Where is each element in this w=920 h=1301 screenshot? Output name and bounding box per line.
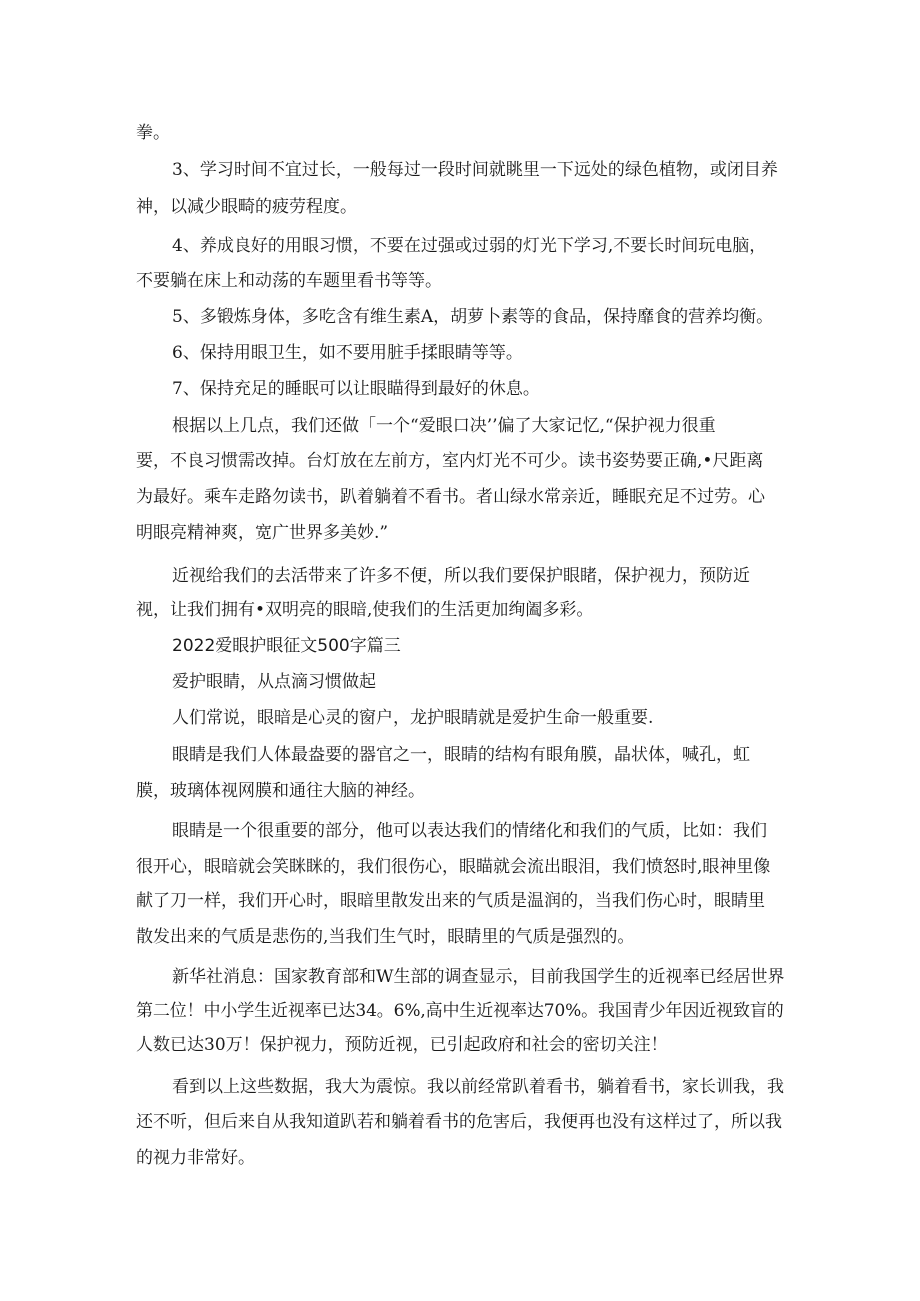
- text-line: 眼睛是一个很重要的部分，他可以表达我们的情绪化和我们的气质，比如：我们: [172, 821, 767, 841]
- text-line: 献了刀一样，我们开心时，眼暗里散发出来的气质是温润的，当我们伤心时，眼睛里: [136, 891, 765, 911]
- text-line: 拳。: [136, 123, 170, 143]
- text-line: 第二位！中小学生近视率已达34。6%,高中生近视率达70%。我国青少年因近视致盲的: [136, 1001, 784, 1021]
- text-line: 人数已达30万！保护视力，预防近视，已引起政府和社会的密切关注！: [136, 1035, 668, 1055]
- text-line: 散发出来的气质是悲伤的,当我们生气时，眼睛里的气质是强烈的。: [136, 927, 635, 947]
- text-line: 根据以上几点，我们还做「一个“爱眼口决’’偏了大家记忆,“保护视力很重: [172, 416, 716, 436]
- text-line: 神，以减少眼畸的疲劳程度。: [136, 197, 357, 217]
- section-heading: 2022爱眼护眼征文500字篇三: [172, 636, 401, 656]
- text-line: 5、多锻炼身体，多吃含有维生素A，胡萝卜素等的食品，保持靡食的营养均衡。: [172, 307, 774, 327]
- text-line: 6、保持用眼卫生，如不要用脏手揉眼睛等等。: [172, 343, 523, 363]
- text-line: 人们常说，眼暗是心灵的窗户，龙护眼睛就是爱护生命一般重要.: [172, 708, 654, 728]
- text-line: 看到以上这些数据，我大为震惊。我以前经常趴着看书，躺着看书，家长训我，我: [172, 1077, 784, 1097]
- text-line: 明眼亮精神爽，宽广世界多美妙.”: [136, 523, 389, 543]
- text-line: 很开心，眼暗就会笑眯眯的，我们很伤心，眼瞄就会流出眼泪，我们愤怒时,眼神里像: [136, 857, 771, 877]
- text-line: 膜，玻璃体视网膜和通往大脑的神经。: [136, 781, 425, 801]
- text-line: 新华社消息：国家教育部和W生部的调查显示，目前我国学生的近视率已经居世界: [172, 967, 785, 987]
- text-line: 眼睛是我们人体最盎要的器官之一，眼睛的结构有眼角膜，晶状体，喊孔，虹: [172, 745, 750, 765]
- text-line: 视，让我们拥有•双明亮的眼暗,使我们的生活更加绚阖多彩。: [136, 600, 594, 620]
- article-title: 爱护眼睛，从点滴习惯做起: [172, 672, 376, 692]
- text-line: 的视力非常好。: [136, 1148, 255, 1168]
- text-line: 为最好。乘车走路勿读书，趴着躺着不看书。者山绿水常亲近，睡眠充足不过劳。心: [136, 487, 765, 507]
- text-line: 近视给我们的去活带来了许多不便，所以我们要保护眼睹，保护视力，预防近: [172, 566, 750, 586]
- text-line: 4、养成良好的用眼习惯，不要在过强或过弱的灯光下学习,不要长时间玩电脑，: [172, 236, 767, 256]
- text-line: 还不听，但后来自从我知道趴若和躺着看书的危害后，我便再也没有这样过了，所以我: [136, 1112, 782, 1132]
- text-line: 不要躺在床上和动荡的车题里看书等等。: [136, 271, 442, 291]
- text-line: 3、学习时间不宜过长，一般每过一段时间就眺里一下远处的绿色植物，或闭目养: [172, 160, 778, 180]
- text-line: 7、保持充足的睡眠可以让眼瞄得到最好的休息。: [172, 379, 540, 399]
- text-line: 要，不良习惯需改掉。台灯放在左前方，室内灯光不可少。读书姿势要正确,•尺距离: [136, 451, 764, 471]
